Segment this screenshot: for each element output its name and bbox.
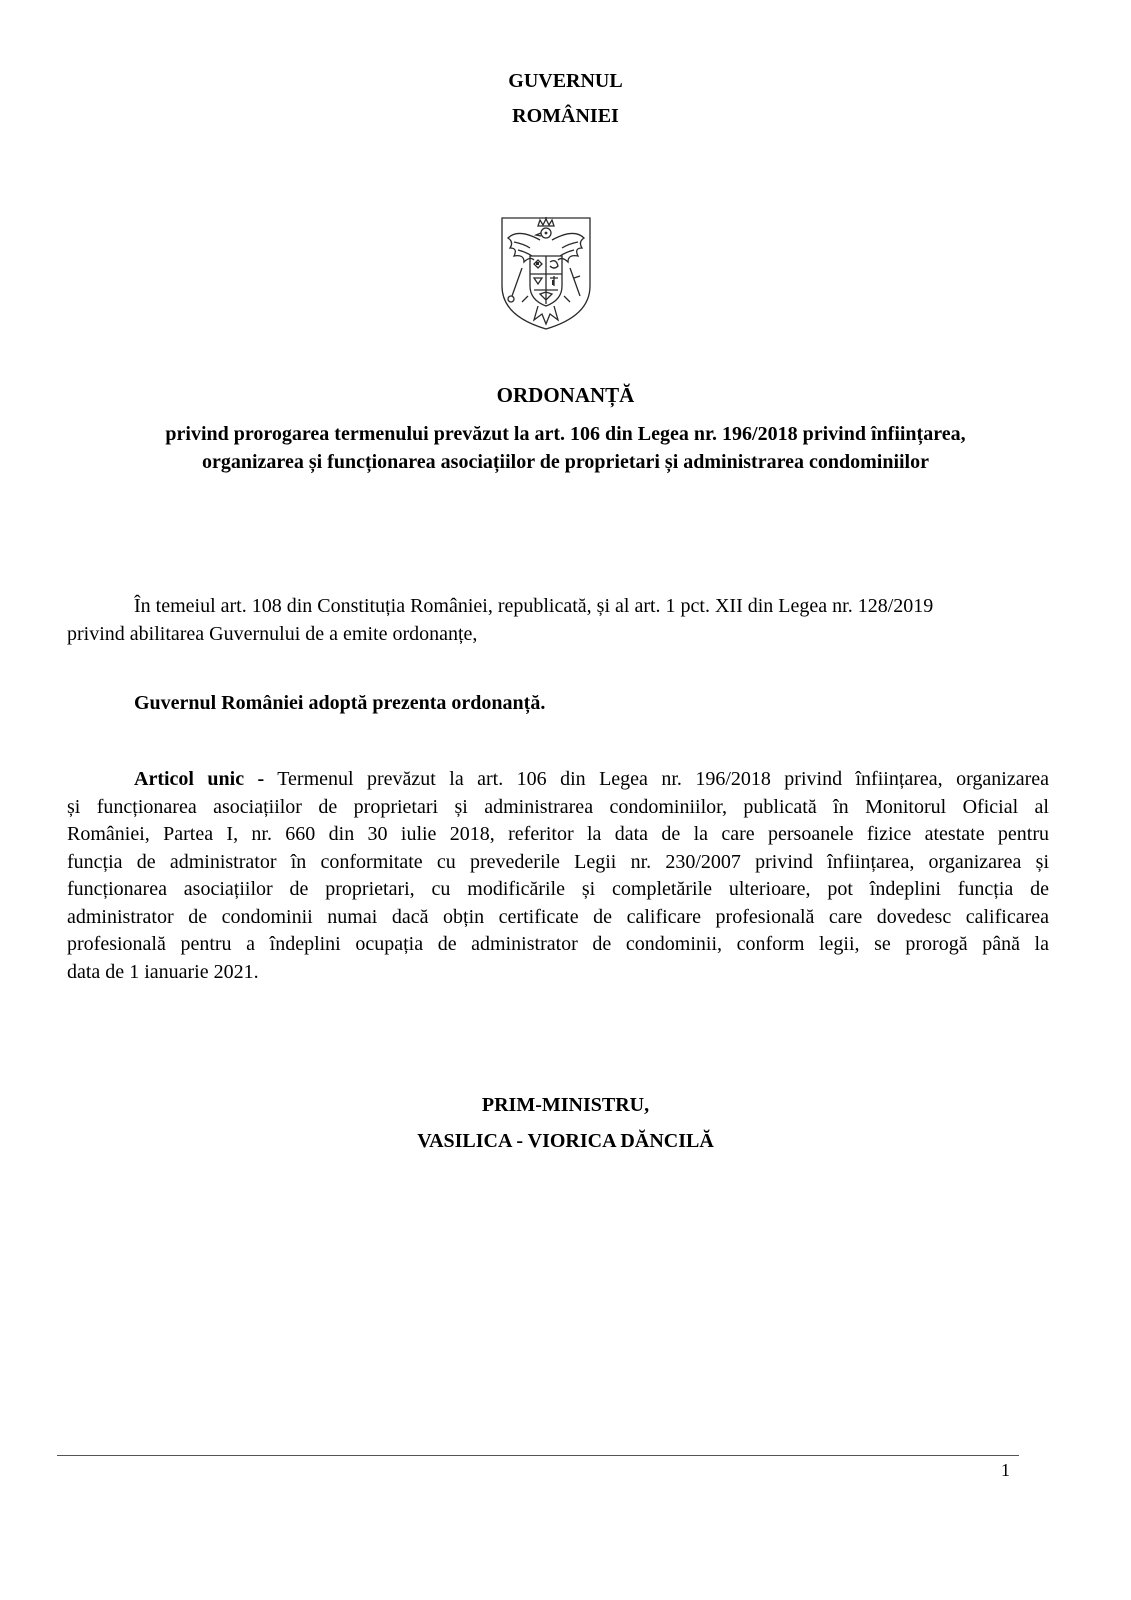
article-label: Articol unic - [134, 768, 265, 790]
article-line-1 [134, 766, 1049, 794]
article-line-6: administrator de condominii numai dacă obțin certificate de calificare profesională care dovedesc calificarea [67, 905, 1049, 928]
preamble-line-2: privind abilitarea Guvernului de a emite ordonanțe, [67, 623, 478, 645]
preamble-line-1: În temeiul art. 108 din Constituția României, republicată, și al art. 1 pct. XII din Legea nr. 128/2019 [134, 595, 934, 617]
article-line-8: data de 1 ianuarie 2021. [67, 960, 259, 983]
document-subtitle-line-2: organizarea și funcționarea asociațiilor de proprietari și administrarea condominiilor [202, 451, 929, 473]
article-line-3: României, Partea I, nr. 660 din 30 iulie 2018, referitor la data de la care persoanele fizice atestate pentru [67, 823, 1049, 845]
article-line-5: funcționarea asociațiilor de proprietari, cu modificările și completările ulterioare, pot îndeplini funcția de [67, 878, 1049, 900]
page-number: 1 [1001, 1460, 1010, 1480]
article-line-4: funcția de administrator în conformitate cu prevederile Legii nr. 230/2007 privind înființarea, organizarea și [67, 850, 1049, 873]
footer-divider [57, 1455, 1019, 1456]
header-government: GUVERNUL [508, 70, 623, 92]
article-line-7: profesională pentru a îndeplini ocupația de administrator de condominii, conform legii, se prorogă până la [67, 933, 1049, 955]
adoption-statement: Guvernul României adoptă prezenta ordonanță. [134, 692, 546, 714]
article-text-line-1: Termenul prevăzut la art. 106 din Legea nr. 196/2018 privind înființarea, organizarea [264, 768, 1050, 790]
header-country: ROMÂNIEI [512, 105, 619, 127]
document-subtitle-line-1: privind prorogarea termenului prevăzut la art. 106 din Legea nr. 196/2018 privind înființarea, [165, 423, 966, 445]
article-line-2: și funcționarea asociațiilor de proprietari și administrarea condominiilor, publicată în Monitorul Oficial al [67, 795, 1049, 818]
romania-coat-of-arms-icon [500, 216, 592, 331]
document-title: ORDONANȚĂ [496, 383, 635, 407]
signature-role: PRIM-MINISTRU, [481, 1094, 650, 1116]
signature-name: VASILICA - VIORICA DĂNCILĂ [417, 1130, 714, 1152]
